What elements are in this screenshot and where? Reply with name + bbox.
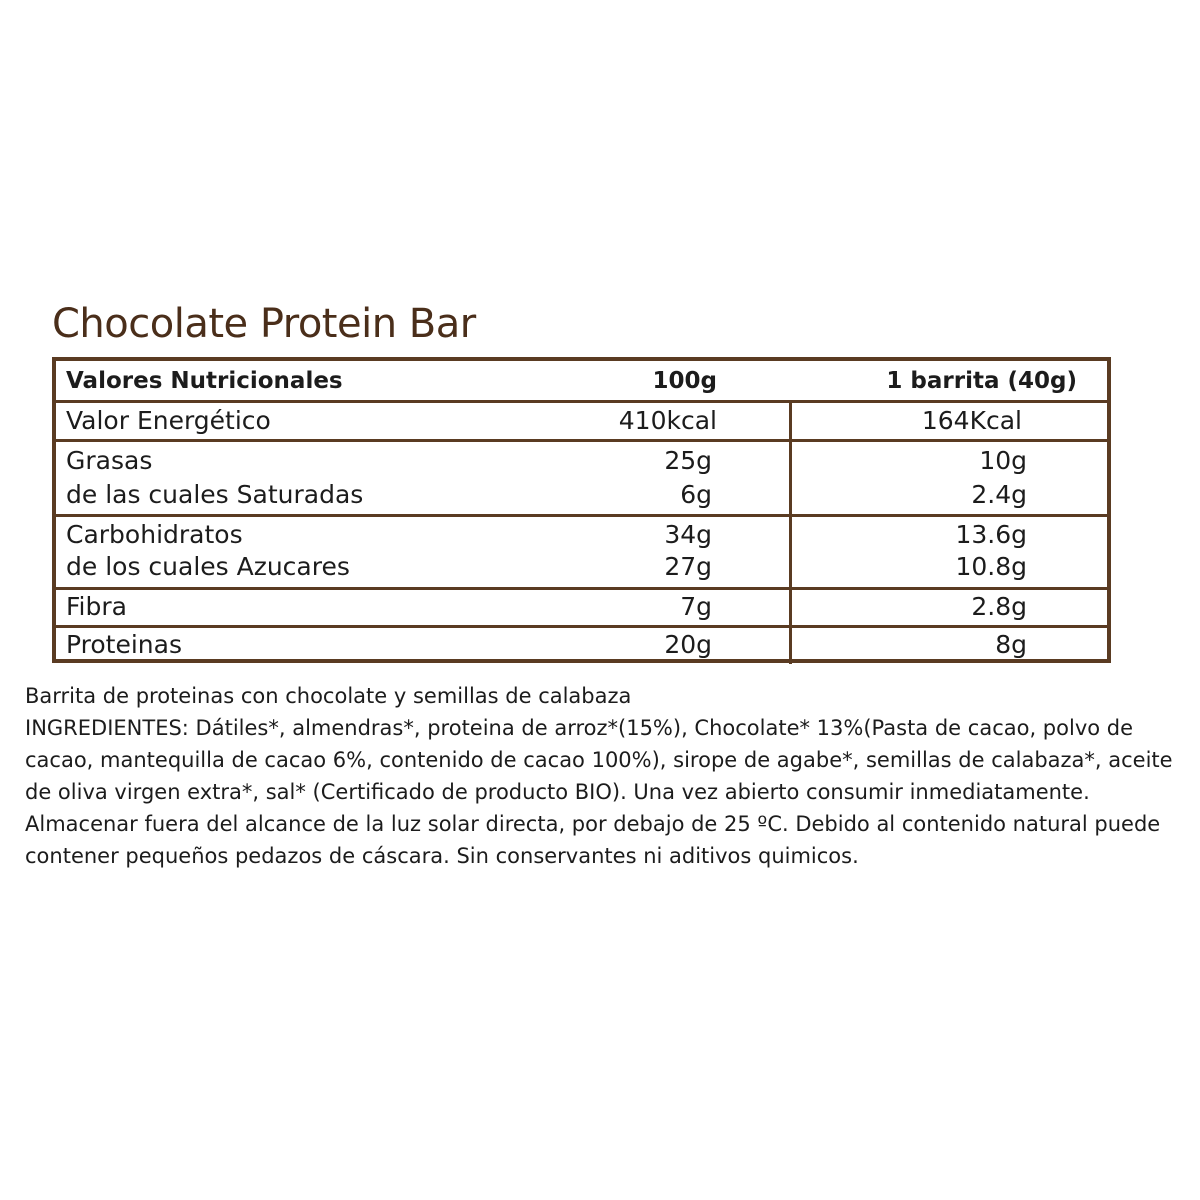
row-label: Proteinas (66, 630, 182, 659)
row-value-bar: 164Kcal (921, 406, 1022, 435)
row-label: de las cuales Saturadas (66, 480, 364, 509)
row-value-bar: 2.8g (971, 592, 1027, 621)
table-row (56, 400, 1107, 439)
row-value-100g: 25g (664, 446, 712, 475)
header-bar: 1 barrita (40g) (886, 368, 1077, 394)
row-label: Carbohidratos (66, 520, 243, 549)
row-value-100g: 6g (680, 480, 712, 509)
nutrition-table (52, 357, 1111, 663)
row-value-100g: 27g (664, 552, 712, 581)
table-row-group-fats (56, 439, 1107, 514)
row-label: de los cuales Azucares (66, 552, 350, 581)
ingredients-text: INGREDIENTES: Dátiles*, almendras*, proteina de arroz*(15%), Chocolate* 13%(Pasta de cacao, polvo de cacao, mantequilla de cacao 6%, contenido de cacao 100%), sirope de agabe*, semillas de calabaza*, aceite de oliva virgen extra*, sal* (Certificado de producto BIO). Una vez abierto consumir inmediatamente. Almacenar fuera del alcance de la luz solar directa, por debajo de 25 ºC. Debido al contenido natural puede contener pequeños pedazos de cáscara. Sin conservantes ni aditivos quimicos. (25, 716, 1173, 868)
row-label: Grasas (66, 446, 153, 475)
row-value-bar: 2.4g (971, 480, 1027, 509)
table-row (56, 587, 1107, 625)
row-value-100g: 7g (680, 592, 712, 621)
table-row-group-carbs (56, 514, 1107, 587)
row-value-100g: 20g (664, 630, 712, 659)
description-subtitle: Barrita de proteinas con chocolate y semillas de calabaza (25, 684, 632, 708)
header-100g: 100g (652, 368, 717, 394)
row-value-100g: 410kcal (618, 406, 717, 435)
row-label: Valor Energético (66, 406, 271, 435)
table-header-row (56, 361, 1107, 400)
row-value-100g: 34g (664, 520, 712, 549)
row-value-bar: 10g (979, 446, 1027, 475)
product-description (25, 680, 1175, 872)
row-value-bar: 10.8g (955, 552, 1027, 581)
row-label: Fibra (66, 592, 127, 621)
table-row (56, 625, 1107, 663)
row-value-bar: 8g (995, 630, 1027, 659)
row-value-bar: 13.6g (955, 520, 1027, 549)
product-title: Chocolate Protein Bar (52, 301, 476, 347)
header-label: Valores Nutricionales (66, 368, 343, 394)
